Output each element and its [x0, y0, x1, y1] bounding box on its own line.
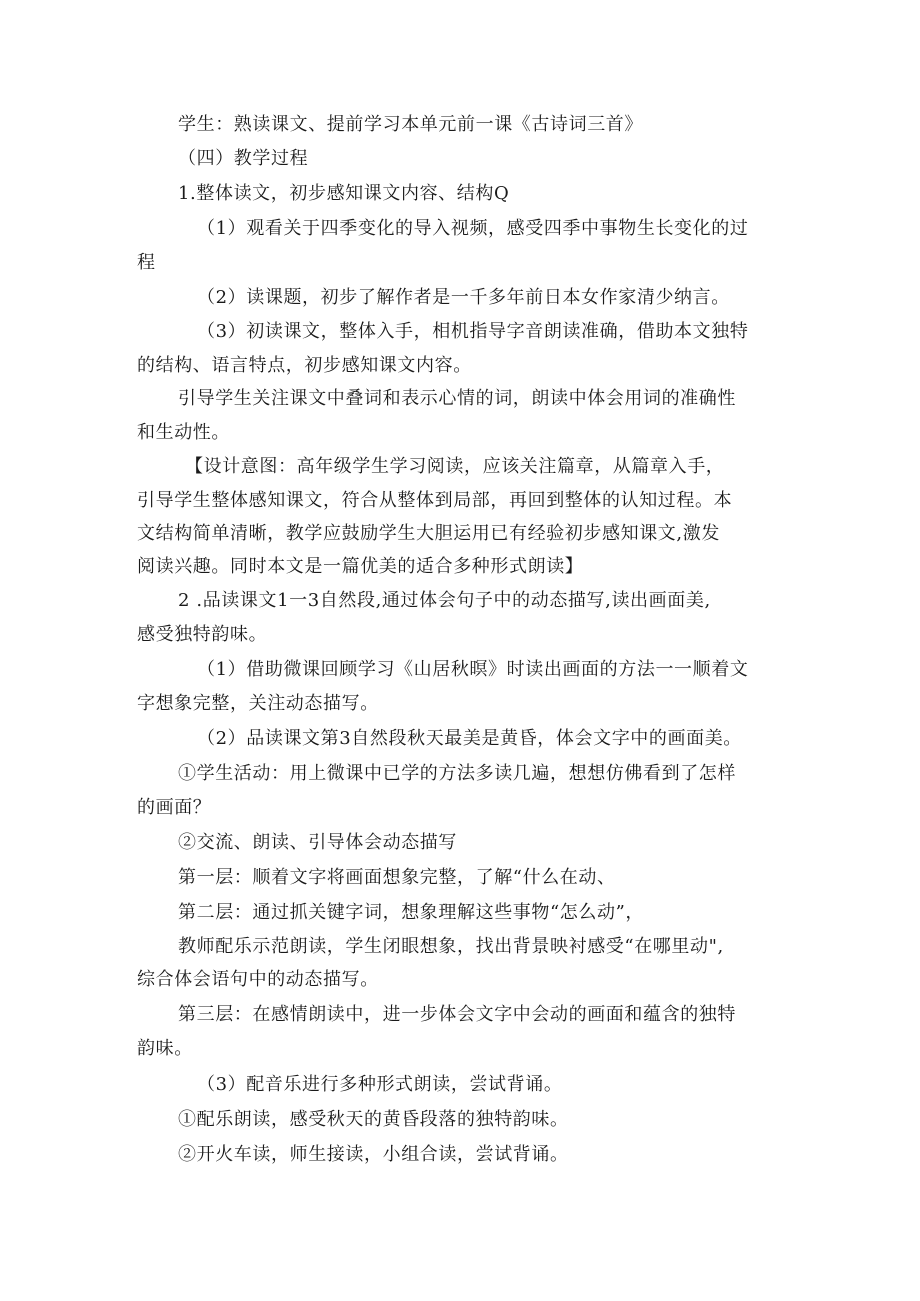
text-line: 的结构、语言特点，初步感知课文内容。	[137, 355, 472, 376]
text-line: 程	[137, 252, 156, 273]
design-intent-note: 引导学生整体感知课文，符合从整体到局部，再回到整体的认知过程。本	[137, 490, 733, 511]
text-line: 引导学生关注课文中叠词和表示心情的词，朗读中体会用词的准确性	[178, 388, 736, 409]
text-line: （2）读课题，初步了解作者是一千多年前日本女作家清少纳言。	[197, 287, 730, 308]
text-line: 第三层：在感情朗读中，进一步体会文字中会动的画面和蕴含的独特	[178, 1004, 736, 1025]
step-heading: 感受独特韵味。	[137, 624, 268, 645]
text-line: （3）配音乐进行多种形式朗读，尝试背诵。	[197, 1074, 563, 1095]
text-line: 综合体会语句中的动态描写。	[137, 969, 379, 990]
section-heading: （四）教学过程	[178, 148, 309, 169]
text-line: 第一层：顺着文字将画面想象完整，了解“什么在动、	[178, 867, 616, 888]
text-line: （2）品读课文第3自然段秋天最美是黄昏，体会文字中的画面美。	[197, 728, 742, 749]
text-line: （3）初读课文，整体入手，相机指导字音朗读准确，借助本文独特	[197, 321, 749, 342]
design-intent-note: 文结构简单清晰，教学应鼓励学生大胆运用已有经验初步感知课文,激发	[137, 523, 720, 544]
text-line: （1）借助微课回顾学习《山居秋暝》时读出画面的方法一一顺着文	[197, 659, 749, 680]
text-line: ②交流、朗读、引导体会动态描写	[178, 832, 457, 853]
text-line: ②开火车读，师生接读，小组合读，尝试背诵。	[178, 1144, 569, 1165]
text-line: 的画面？	[137, 797, 212, 818]
text-line: 教师配乐示范朗读，学生闭眼想象，找出背景映衬感受“在哪里动",	[178, 936, 724, 957]
text-line: ①学生活动：用上微课中已学的方法多读几遍，想想仿佛看到了怎样	[178, 763, 736, 784]
design-intent-note: 阅读兴趣。同时本文是一篇优美的适合多种形式朗读】	[137, 556, 584, 577]
step-heading: 1.整体读文，初步感知课文内容、结构Q	[178, 183, 510, 204]
text-line: 字想象完整，关注动态描写。	[137, 693, 379, 714]
text-line: ①配乐朗读，感受秋天的黄昏段落的独特韵味。	[178, 1109, 569, 1130]
text-line: 学生：熟读课文、提前学习本单元前一课《古诗词三首》	[178, 114, 643, 135]
design-intent-note: 【设计意图：高年级学生学习阅读，应该关注篇章，从篇章入手，	[185, 456, 725, 477]
text-line: 和生动性。	[137, 422, 230, 443]
text-line: （1）观看关于四季变化的导入视频，感受四季中事物生长变化的过	[197, 218, 749, 239]
step-heading: 2 .品读课文1一3自然段,通过体会句子中的动态描写,读出画面美,	[178, 590, 711, 611]
text-line: 第二层：通过抓关键字词，想象理解这些事物“怎么动”，	[178, 902, 645, 923]
text-line: 韵味。	[137, 1038, 193, 1059]
